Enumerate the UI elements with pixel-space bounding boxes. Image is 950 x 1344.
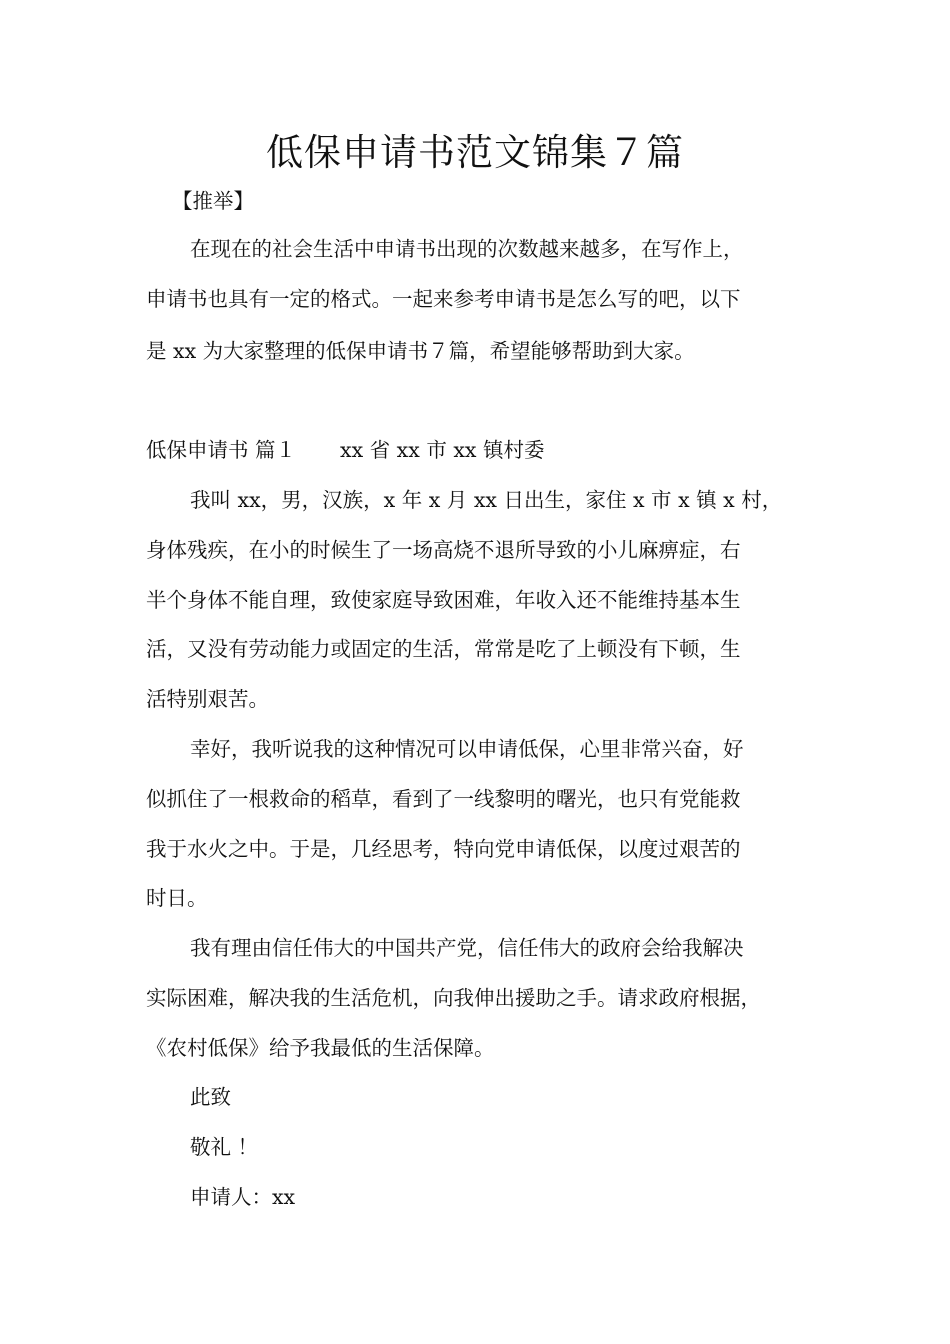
section-heading	[146, 435, 544, 465]
paragraph-line: 我于水火之中。于是，几经思考，特向党申请低保，以度过艰苦的	[146, 837, 741, 861]
section-addressee: xx 省 xx 市 xx 镇村委	[340, 438, 545, 462]
paragraph-line: 我有理由信任伟大的中国共产党，信任伟大的政府会给我解决	[190, 936, 744, 960]
paragraph-line: 我叫 xx，男，汉族，x 年 x 月 xx 日出生，家住 x 市 x 镇 x 村，	[190, 488, 783, 512]
paragraph-line: 《农村低保》给予我最低的生活保障。	[146, 1036, 495, 1060]
paragraph-line: 活特别艰苦。	[146, 687, 269, 711]
paragraph-line: 似抓住了一根救命的稻草，看到了一线黎明的曙光，也只有党能救	[146, 787, 741, 811]
closing-regards: 敬礼 ！	[190, 1135, 259, 1159]
paragraph-line: 活，又没有劳动能力或固定的生活，常常是吃了上顿没有下顿，生	[146, 637, 741, 661]
paragraph-line: 幸好，我听说我的这种情况可以申请低保，心里非常兴奋，好	[190, 737, 744, 761]
intro-line: 申请书也具有一定的格式。一起来参考申请书是怎么写的吧，以下	[146, 287, 741, 311]
paragraph-line: 半个身体不能自理，致使家庭导致困难，年收入还不能维持基本生	[146, 588, 741, 612]
closing-salutation: 此致	[190, 1085, 231, 1109]
intro-line: 是 xx 为大家整理的低保申请书７篇，希望能够帮助到大家。	[146, 339, 695, 363]
section-label: 低保申请书 篇１	[146, 438, 297, 462]
paragraph-line: 实际困难，解决我的生活危机，向我伸出援助之手。请求政府根据，	[146, 986, 761, 1010]
paragraph-line: 身体残疾，在小的时候生了一场高烧不退所导致的小儿麻痹症，右	[146, 538, 741, 562]
document-title: 低保申请书范文锦集７篇	[266, 131, 684, 174]
document-tag: 【推举】	[172, 189, 254, 213]
intro-line: 在现在的社会生活中申请书出现的次数越来越多，在写作上，	[190, 237, 744, 261]
applicant-signature: 申请人：xx	[190, 1185, 296, 1209]
paragraph-line: 时日。	[146, 886, 208, 910]
